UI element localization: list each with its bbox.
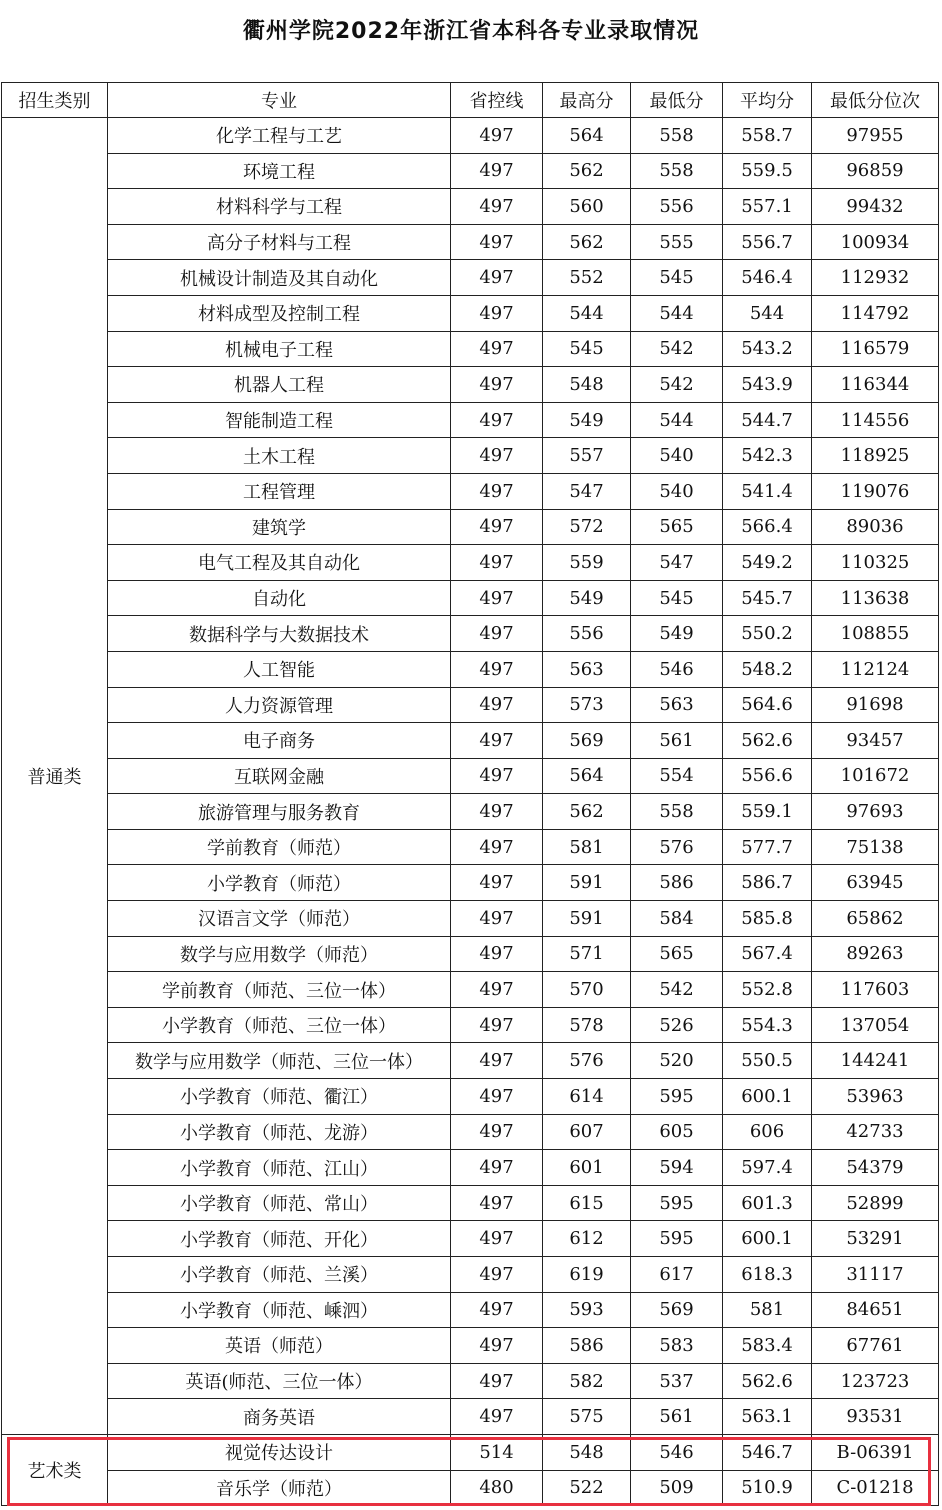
major-cell: 机械设计制造及其自动化 bbox=[108, 260, 451, 296]
major-cell: 商务英语 bbox=[108, 1399, 451, 1435]
control-line-cell: 497 bbox=[451, 473, 543, 509]
min-score-cell: 563 bbox=[631, 687, 723, 723]
min-rank-cell: 75138 bbox=[812, 829, 939, 865]
table-row bbox=[2, 367, 939, 403]
admission-table bbox=[1, 82, 939, 1506]
control-line-cell: 497 bbox=[451, 865, 543, 901]
table-row bbox=[2, 1399, 939, 1435]
major-cell: 数学与应用数学（师范） bbox=[108, 936, 451, 972]
major-cell: 音乐学（师范） bbox=[108, 1470, 451, 1506]
table-row bbox=[2, 1043, 939, 1079]
avg-score-cell: 577.7 bbox=[723, 829, 812, 865]
min-rank-cell: 112932 bbox=[812, 260, 939, 296]
major-cell: 土木工程 bbox=[108, 438, 451, 474]
table-row bbox=[2, 509, 939, 545]
control-line-cell: 497 bbox=[451, 1079, 543, 1115]
control-line-cell: 497 bbox=[451, 580, 543, 616]
min-rank-cell: 110325 bbox=[812, 545, 939, 581]
min-score-cell: 542 bbox=[631, 367, 723, 403]
table-row bbox=[2, 972, 939, 1008]
min-score-cell: 546 bbox=[631, 1434, 723, 1470]
min-rank-cell: 97693 bbox=[812, 794, 939, 830]
major-cell: 电子商务 bbox=[108, 723, 451, 759]
min-rank-cell: 91698 bbox=[812, 687, 939, 723]
control-line-cell: 497 bbox=[451, 723, 543, 759]
control-line-cell: 497 bbox=[451, 616, 543, 652]
table-row bbox=[2, 438, 939, 474]
max-score-cell: 586 bbox=[543, 1328, 631, 1364]
control-line-cell: 497 bbox=[451, 438, 543, 474]
major-cell: 材料科学与工程 bbox=[108, 189, 451, 225]
page-title: 衢州学院2022年浙江省本科各专业录取情况 bbox=[242, 19, 700, 44]
max-score-cell: 562 bbox=[543, 794, 631, 830]
max-score-cell: 564 bbox=[543, 118, 631, 154]
control-line-cell: 497 bbox=[451, 295, 543, 331]
control-line-cell: 514 bbox=[451, 1434, 543, 1470]
min-rank-cell: 52899 bbox=[812, 1185, 939, 1221]
table-row bbox=[2, 829, 939, 865]
control-line-cell: 497 bbox=[451, 972, 543, 1008]
major-cell: 视觉传达设计 bbox=[108, 1434, 451, 1470]
control-line-cell: 480 bbox=[451, 1470, 543, 1506]
min-rank-cell: 108855 bbox=[812, 616, 939, 652]
min-rank-cell: 67761 bbox=[812, 1328, 939, 1364]
table-row bbox=[2, 580, 939, 616]
category-cell: 艺术类 bbox=[2, 1434, 108, 1505]
table-row bbox=[2, 1007, 939, 1043]
min-rank-cell: 42733 bbox=[812, 1114, 939, 1150]
min-rank-cell: 63945 bbox=[812, 865, 939, 901]
control-line-cell: 497 bbox=[451, 901, 543, 937]
max-score-cell: 564 bbox=[543, 758, 631, 794]
table-row bbox=[2, 1150, 939, 1186]
major-cell: 小学教育（师范、嵊泗） bbox=[108, 1292, 451, 1328]
min-score-cell: 545 bbox=[631, 260, 723, 296]
min-rank-cell: 144241 bbox=[812, 1043, 939, 1079]
major-cell: 机器人工程 bbox=[108, 367, 451, 403]
major-cell: 小学教育（师范） bbox=[108, 865, 451, 901]
major-cell: 旅游管理与服务教育 bbox=[108, 794, 451, 830]
table-row bbox=[2, 758, 939, 794]
control-line-cell: 497 bbox=[451, 794, 543, 830]
max-score-cell: 615 bbox=[543, 1185, 631, 1221]
avg-score-cell: 510.9 bbox=[723, 1470, 812, 1506]
min-rank-cell: 116344 bbox=[812, 367, 939, 403]
min-rank-cell: 84651 bbox=[812, 1292, 939, 1328]
avg-score-cell: 546.7 bbox=[723, 1434, 812, 1470]
min-score-cell: 509 bbox=[631, 1470, 723, 1506]
control-line-cell: 497 bbox=[451, 402, 543, 438]
major-cell: 小学教育（师范、衢江） bbox=[108, 1079, 451, 1115]
min-rank-cell: 31117 bbox=[812, 1257, 939, 1293]
table-row bbox=[2, 1257, 939, 1293]
major-cell: 小学教育（师范、江山） bbox=[108, 1150, 451, 1186]
max-score-cell: 552 bbox=[543, 260, 631, 296]
major-cell: 自动化 bbox=[108, 580, 451, 616]
table-row bbox=[2, 901, 939, 937]
min-rank-cell: 93531 bbox=[812, 1399, 939, 1435]
max-score-cell: 582 bbox=[543, 1363, 631, 1399]
min-rank-cell: 100934 bbox=[812, 224, 939, 260]
min-score-cell: 569 bbox=[631, 1292, 723, 1328]
control-line-cell: 497 bbox=[451, 687, 543, 723]
max-score-cell: 578 bbox=[543, 1007, 631, 1043]
avg-score-cell: 556.6 bbox=[723, 758, 812, 794]
avg-score-cell: 554.3 bbox=[723, 1007, 812, 1043]
max-score-cell: 547 bbox=[543, 473, 631, 509]
max-score-cell: 562 bbox=[543, 153, 631, 189]
major-cell: 小学教育（师范、兰溪） bbox=[108, 1257, 451, 1293]
avg-score-cell: 545.7 bbox=[723, 580, 812, 616]
major-cell: 智能制造工程 bbox=[108, 402, 451, 438]
min-rank-cell: 89263 bbox=[812, 936, 939, 972]
table-row bbox=[2, 224, 939, 260]
control-line-cell: 497 bbox=[451, 331, 543, 367]
major-cell: 机械电子工程 bbox=[108, 331, 451, 367]
header-major: 专业 bbox=[108, 83, 451, 118]
min-rank-cell: 137054 bbox=[812, 1007, 939, 1043]
max-score-cell: 571 bbox=[543, 936, 631, 972]
min-score-cell: 545 bbox=[631, 580, 723, 616]
min-rank-cell: 93457 bbox=[812, 723, 939, 759]
major-cell: 英语（师范） bbox=[108, 1328, 451, 1364]
max-score-cell: 591 bbox=[543, 901, 631, 937]
control-line-cell: 497 bbox=[451, 1007, 543, 1043]
min-rank-cell: 116579 bbox=[812, 331, 939, 367]
control-line-cell: 497 bbox=[451, 367, 543, 403]
min-score-cell: 617 bbox=[631, 1257, 723, 1293]
min-rank-cell: 119076 bbox=[812, 473, 939, 509]
max-score-cell: 614 bbox=[543, 1079, 631, 1115]
min-score-cell: 584 bbox=[631, 901, 723, 937]
table-row bbox=[2, 936, 939, 972]
table-row bbox=[2, 260, 939, 296]
min-score-cell: 565 bbox=[631, 509, 723, 545]
avg-score-cell: 562.6 bbox=[723, 1363, 812, 1399]
avg-score-cell: 544 bbox=[723, 295, 812, 331]
control-line-cell: 497 bbox=[451, 758, 543, 794]
major-cell: 小学教育（师范、开化） bbox=[108, 1221, 451, 1257]
min-score-cell: 540 bbox=[631, 473, 723, 509]
table-row bbox=[2, 1328, 939, 1364]
header-row bbox=[2, 83, 939, 118]
avg-score-cell: 544.7 bbox=[723, 402, 812, 438]
control-line-cell: 497 bbox=[451, 1292, 543, 1328]
table-row bbox=[2, 1114, 939, 1150]
avg-score-cell: 557.1 bbox=[723, 189, 812, 225]
max-score-cell: 581 bbox=[543, 829, 631, 865]
min-rank-cell: 53291 bbox=[812, 1221, 939, 1257]
max-score-cell: 607 bbox=[543, 1114, 631, 1150]
avg-score-cell: 549.2 bbox=[723, 545, 812, 581]
avg-score-cell: 601.3 bbox=[723, 1185, 812, 1221]
avg-score-cell: 543.2 bbox=[723, 331, 812, 367]
min-score-cell: 540 bbox=[631, 438, 723, 474]
table-row bbox=[2, 295, 939, 331]
major-cell: 小学教育（师范、常山） bbox=[108, 1185, 451, 1221]
min-score-cell: 555 bbox=[631, 224, 723, 260]
avg-score-cell: 600.1 bbox=[723, 1221, 812, 1257]
min-rank-cell: 53963 bbox=[812, 1079, 939, 1115]
max-score-cell: 549 bbox=[543, 580, 631, 616]
major-cell: 人力资源管理 bbox=[108, 687, 451, 723]
min-score-cell: 583 bbox=[631, 1328, 723, 1364]
table-row bbox=[2, 1185, 939, 1221]
major-cell: 人工智能 bbox=[108, 651, 451, 687]
control-line-cell: 497 bbox=[451, 1043, 543, 1079]
table-row bbox=[2, 794, 939, 830]
avg-score-cell: 562.6 bbox=[723, 723, 812, 759]
major-cell: 高分子材料与工程 bbox=[108, 224, 451, 260]
min-score-cell: 544 bbox=[631, 295, 723, 331]
control-line-cell: 497 bbox=[451, 1363, 543, 1399]
min-rank-cell: 101672 bbox=[812, 758, 939, 794]
avg-score-cell: 583.4 bbox=[723, 1328, 812, 1364]
major-cell: 数学与应用数学（师范、三位一体） bbox=[108, 1043, 451, 1079]
max-score-cell: 573 bbox=[543, 687, 631, 723]
table-row bbox=[2, 1434, 939, 1470]
min-score-cell: 594 bbox=[631, 1150, 723, 1186]
avg-score-cell: 542.3 bbox=[723, 438, 812, 474]
table-row bbox=[2, 1292, 939, 1328]
min-score-cell: 526 bbox=[631, 1007, 723, 1043]
header-min-rank: 最低分位次 bbox=[812, 83, 939, 118]
major-cell: 英语(师范、三位一体） bbox=[108, 1363, 451, 1399]
max-score-cell: 557 bbox=[543, 438, 631, 474]
header-category: 招生类别 bbox=[2, 83, 108, 118]
min-rank-cell: 65862 bbox=[812, 901, 939, 937]
control-line-cell: 497 bbox=[451, 189, 543, 225]
max-score-cell: 593 bbox=[543, 1292, 631, 1328]
avg-score-cell: 586.7 bbox=[723, 865, 812, 901]
avg-score-cell: 556.7 bbox=[723, 224, 812, 260]
min-rank-cell: 99432 bbox=[812, 189, 939, 225]
major-cell: 电气工程及其自动化 bbox=[108, 545, 451, 581]
control-line-cell: 497 bbox=[451, 1185, 543, 1221]
control-line-cell: 497 bbox=[451, 118, 543, 154]
table-row bbox=[2, 723, 939, 759]
table-row bbox=[2, 865, 939, 901]
table-row bbox=[2, 651, 939, 687]
max-score-cell: 612 bbox=[543, 1221, 631, 1257]
control-line-cell: 497 bbox=[451, 1399, 543, 1435]
max-score-cell: 560 bbox=[543, 189, 631, 225]
min-rank-cell: C-01218 bbox=[812, 1470, 939, 1506]
major-cell: 环境工程 bbox=[108, 153, 451, 189]
table-row bbox=[2, 687, 939, 723]
avg-score-cell: 550.2 bbox=[723, 616, 812, 652]
avg-score-cell: 566.4 bbox=[723, 509, 812, 545]
min-score-cell: 561 bbox=[631, 723, 723, 759]
min-score-cell: 576 bbox=[631, 829, 723, 865]
max-score-cell: 562 bbox=[543, 224, 631, 260]
min-rank-cell: 96859 bbox=[812, 153, 939, 189]
control-line-cell: 497 bbox=[451, 545, 543, 581]
avg-score-cell: 558.7 bbox=[723, 118, 812, 154]
min-score-cell: 595 bbox=[631, 1185, 723, 1221]
avg-score-cell: 606 bbox=[723, 1114, 812, 1150]
control-line-cell: 497 bbox=[451, 509, 543, 545]
major-cell: 学前教育（师范） bbox=[108, 829, 451, 865]
avg-score-cell: 546.4 bbox=[723, 260, 812, 296]
major-cell: 材料成型及控制工程 bbox=[108, 295, 451, 331]
min-rank-cell: 123723 bbox=[812, 1363, 939, 1399]
max-score-cell: 548 bbox=[543, 1434, 631, 1470]
max-score-cell: 545 bbox=[543, 331, 631, 367]
max-score-cell: 549 bbox=[543, 402, 631, 438]
min-score-cell: 586 bbox=[631, 865, 723, 901]
min-rank-cell: 54379 bbox=[812, 1150, 939, 1186]
table-row bbox=[2, 118, 939, 154]
avg-score-cell: 618.3 bbox=[723, 1257, 812, 1293]
major-cell: 工程管理 bbox=[108, 473, 451, 509]
min-score-cell: 554 bbox=[631, 758, 723, 794]
avg-score-cell: 585.8 bbox=[723, 901, 812, 937]
header-min-score: 最低分 bbox=[631, 83, 723, 118]
max-score-cell: 619 bbox=[543, 1257, 631, 1293]
avg-score-cell: 543.9 bbox=[723, 367, 812, 403]
min-score-cell: 542 bbox=[631, 972, 723, 1008]
min-score-cell: 565 bbox=[631, 936, 723, 972]
major-cell: 建筑学 bbox=[108, 509, 451, 545]
min-rank-cell: 113638 bbox=[812, 580, 939, 616]
avg-score-cell: 564.6 bbox=[723, 687, 812, 723]
min-rank-cell: B-06391 bbox=[812, 1434, 939, 1470]
major-cell: 化学工程与工艺 bbox=[108, 118, 451, 154]
category-cell: 普通类 bbox=[2, 118, 108, 1435]
min-rank-cell: 112124 bbox=[812, 651, 939, 687]
control-line-cell: 497 bbox=[451, 153, 543, 189]
header-max-score: 最高分 bbox=[543, 83, 631, 118]
max-score-cell: 570 bbox=[543, 972, 631, 1008]
min-score-cell: 595 bbox=[631, 1221, 723, 1257]
avg-score-cell: 581 bbox=[723, 1292, 812, 1328]
avg-score-cell: 541.4 bbox=[723, 473, 812, 509]
min-score-cell: 558 bbox=[631, 153, 723, 189]
min-score-cell: 547 bbox=[631, 545, 723, 581]
min-score-cell: 595 bbox=[631, 1079, 723, 1115]
table-row bbox=[2, 1221, 939, 1257]
avg-score-cell: 559.5 bbox=[723, 153, 812, 189]
major-cell: 学前教育（师范、三位一体） bbox=[108, 972, 451, 1008]
header-control-line: 省控线 bbox=[451, 83, 543, 118]
control-line-cell: 497 bbox=[451, 1150, 543, 1186]
max-score-cell: 559 bbox=[543, 545, 631, 581]
control-line-cell: 497 bbox=[451, 936, 543, 972]
max-score-cell: 572 bbox=[543, 509, 631, 545]
major-cell: 互联网金融 bbox=[108, 758, 451, 794]
min-score-cell: 537 bbox=[631, 1363, 723, 1399]
control-line-cell: 497 bbox=[451, 260, 543, 296]
max-score-cell: 569 bbox=[543, 723, 631, 759]
max-score-cell: 601 bbox=[543, 1150, 631, 1186]
table-row bbox=[2, 189, 939, 225]
avg-score-cell: 559.1 bbox=[723, 794, 812, 830]
table-row bbox=[2, 1470, 939, 1506]
table-row bbox=[2, 1079, 939, 1115]
major-cell: 小学教育（师范、三位一体） bbox=[108, 1007, 451, 1043]
header-avg-score: 平均分 bbox=[723, 83, 812, 118]
min-score-cell: 520 bbox=[631, 1043, 723, 1079]
table-row bbox=[2, 616, 939, 652]
avg-score-cell: 597.4 bbox=[723, 1150, 812, 1186]
table-row bbox=[2, 402, 939, 438]
control-line-cell: 497 bbox=[451, 1257, 543, 1293]
min-rank-cell: 114792 bbox=[812, 295, 939, 331]
avg-score-cell: 600.1 bbox=[723, 1079, 812, 1115]
min-score-cell: 561 bbox=[631, 1399, 723, 1435]
min-score-cell: 549 bbox=[631, 616, 723, 652]
table-row bbox=[2, 473, 939, 509]
min-score-cell: 556 bbox=[631, 189, 723, 225]
table-row bbox=[2, 331, 939, 367]
table-row bbox=[2, 1363, 939, 1399]
control-line-cell: 497 bbox=[451, 224, 543, 260]
control-line-cell: 497 bbox=[451, 1328, 543, 1364]
max-score-cell: 576 bbox=[543, 1043, 631, 1079]
max-score-cell: 544 bbox=[543, 295, 631, 331]
max-score-cell: 591 bbox=[543, 865, 631, 901]
control-line-cell: 497 bbox=[451, 1221, 543, 1257]
table-row bbox=[2, 153, 939, 189]
max-score-cell: 522 bbox=[543, 1470, 631, 1506]
table-row bbox=[2, 545, 939, 581]
avg-score-cell: 548.2 bbox=[723, 651, 812, 687]
min-score-cell: 546 bbox=[631, 651, 723, 687]
max-score-cell: 563 bbox=[543, 651, 631, 687]
min-rank-cell: 117603 bbox=[812, 972, 939, 1008]
control-line-cell: 497 bbox=[451, 651, 543, 687]
min-score-cell: 558 bbox=[631, 794, 723, 830]
avg-score-cell: 550.5 bbox=[723, 1043, 812, 1079]
max-score-cell: 556 bbox=[543, 616, 631, 652]
min-rank-cell: 118925 bbox=[812, 438, 939, 474]
min-score-cell: 605 bbox=[631, 1114, 723, 1150]
min-score-cell: 542 bbox=[631, 331, 723, 367]
major-cell: 汉语言文学（师范） bbox=[108, 901, 451, 937]
control-line-cell: 497 bbox=[451, 829, 543, 865]
major-cell: 数据科学与大数据技术 bbox=[108, 616, 451, 652]
control-line-cell: 497 bbox=[451, 1114, 543, 1150]
max-score-cell: 548 bbox=[543, 367, 631, 403]
avg-score-cell: 567.4 bbox=[723, 936, 812, 972]
avg-score-cell: 552.8 bbox=[723, 972, 812, 1008]
avg-score-cell: 563.1 bbox=[723, 1399, 812, 1435]
major-cell: 小学教育（师范、龙游） bbox=[108, 1114, 451, 1150]
min-score-cell: 558 bbox=[631, 118, 723, 154]
max-score-cell: 575 bbox=[543, 1399, 631, 1435]
min-rank-cell: 97955 bbox=[812, 118, 939, 154]
min-rank-cell: 89036 bbox=[812, 509, 939, 545]
min-rank-cell: 114556 bbox=[812, 402, 939, 438]
min-score-cell: 544 bbox=[631, 402, 723, 438]
